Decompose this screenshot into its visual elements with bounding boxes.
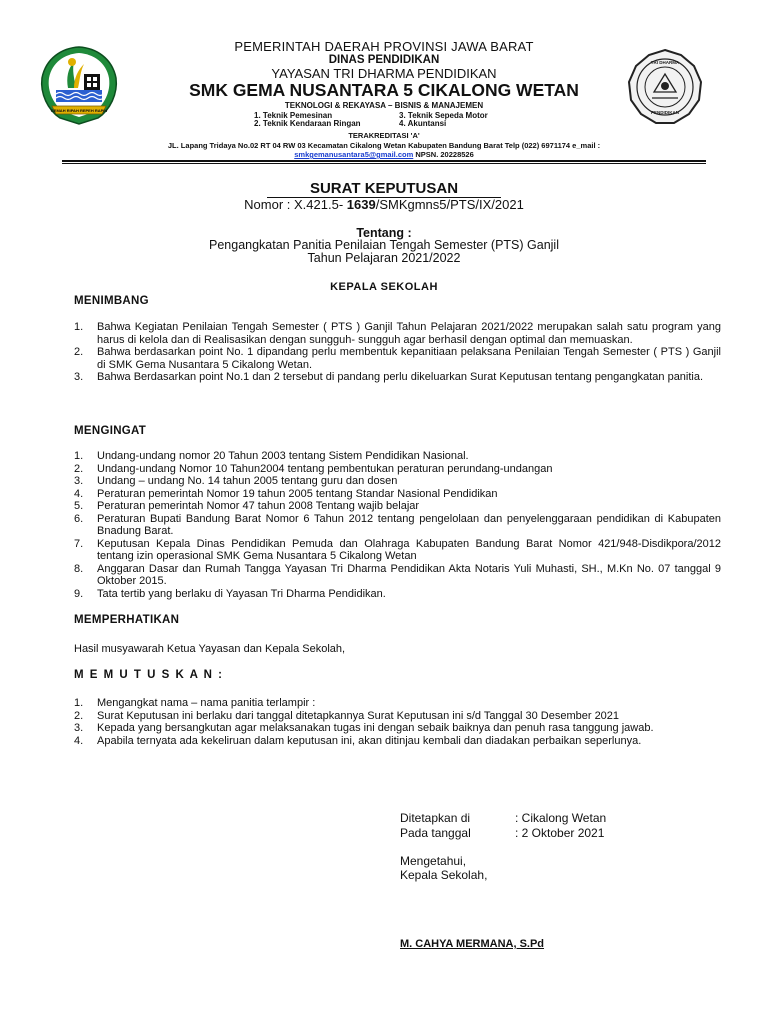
school-name: SMK GEMA NUSANTARA 5 CIKALONG WETAN [189,80,579,100]
list-item: 5. Peraturan pemerintah Nomor 47 tahun 2008 Tentang wajib belajar [74,500,420,512]
list-item: 2. Undang-undang Nomor 10 Tahun2004 tentang pembentukan peraturan perundang-undangan [74,462,553,475]
list-item: 3. Undang – undang No. 14 tahun 2005 tentang guru dan dosen [74,475,398,487]
place-label: Ditetapkan di [400,811,471,825]
list-item: 6. Peraturan Bupati Bandung Barat Nomor 6 Tahun 2012 tentang pengelolaan dan penyelenggaraan pendidikan di Kabupaten Bnadung Barat. [74,512,721,537]
section-heading-menimbang: MENIMBANG [74,295,149,307]
foundation-name: YAYASAN TRI DHARMA PENDIDIKAN [271,66,497,81]
program-item: 2. Teknik Kendaraan Ringan [254,119,361,128]
list-item: 2. Bahwa berdasarkan point No. 1 dipandang perlu membentuk kepanitiaan pelaksana Penilaian Tengah Semester ( PTS ) Ganjil di SMK Gema Nusantara 5 Cikalong Wetan. [74,346,721,371]
list-item: 9. Tata tertib yang berlaku di Yayasan Tri Dharma Pendidikan. [74,587,386,600]
number-bold: 1639 [346,197,376,212]
mengingat-list [74,450,721,600]
email-link[interactable]: smkgemanusantara5@gmail.com [294,150,414,159]
issuer-title: KEPALA SEKOLAH [330,281,438,293]
npsn: NPSN. 20228526 [415,150,474,159]
subject-year: Tahun Pelajaran 2021/2022 [307,251,461,265]
section-heading-mengingat: MENGINGAT [74,425,147,437]
list-item: 1. Undang-undang nomor 20 Tahun 2003 tentang Sistem Pendidikan Nasional. [74,450,469,462]
list-item: 7. Keputusan Kepala Dinas Pendidikan Pemuda dan Olahraga Kabupaten Bandung Barat Nomor 421/948-Disdikpora/2012 tentang izin operasional SMK Gema Nusantara 5 Cikalong Wetan [74,537,721,562]
memutuskan-list [74,697,721,747]
school-address: JL. Lapang Tridaya No.02 RT 04 RW 03 Kecamatan Cikalong Wetan Kabupaten Bandung Barat Telp (022) 6971174 e_mail : [167,141,601,150]
document-number: Nomor : X.421.5- 1639/SMKgmns5/PTS/IX/2021 [244,197,524,212]
svg-text:TRI DHARMA: TRI DHARMA [650,60,680,65]
document-title: SURAT KEPUTUSAN [0,180,768,198]
list-item: 3. Bahwa Berdasarkan point No.1 dan 2 tersebut di pandang perlu dikeluarkan Surat Keputusan tentang pengangkatan panitia. [74,371,704,383]
program-item: 4. Akuntansi [399,119,447,128]
list-item: 4. Apabila ternyata ada kekeliruan dalam keputusan ini, akan ditinjau kembali dan diadakan perbaikan seperlunya. [74,734,642,747]
about-label: Tentang : [356,226,412,240]
list-item: 4. Peraturan pemerintah Nomor 19 tahun 2005 tentang Standar Nasional Pendidikan [74,487,498,500]
acknowledged-label: Mengetahui, [400,854,467,868]
program-item: 1. Teknik Pemesinan [254,111,333,120]
section-heading-memperhatikan: MEMPERHATIKAN [74,614,180,626]
list-item: 8. Anggaran Dasar dan Rumah Tangga Yayasan Tri Dharma Pendidikan Akta Notaris Yuli Muhasti, SH., M.Kn No. 07 tanggal 9 Oktober 2015. [74,562,721,587]
contact-line [0,150,768,159]
svg-text:GEMAH RIPAH REPEH RAPIH: GEMAH RIPAH REPEH RAPIH [50,108,108,113]
government-name: PEMERINTAH DAERAH PROVINSI JAWA BARAT [234,39,534,54]
school-fields: TEKNOLOGI & REKAYASA – BISNIS & MANAJEMEN [284,101,484,110]
list-item: 1. Mengangkat nama – nama panitia terlampir : [74,697,316,709]
accreditation: TERAKREDITASI 'A' [348,131,420,140]
list-item: 2. Surat Keputusan ini berlaku dari tanggal ditetapkannya Surat Keputusan ini s/d Tanggal 30 Desember 2021 [74,709,620,722]
place-value: : Cikalong Wetan [515,811,607,825]
subject-line: Pengangkatan Panitia Penilaian Tengah Semester (PTS) Ganjil [209,238,559,252]
date-value: : 2 Oktober 2021 [515,826,605,840]
program-item: 3. Teknik Sepeda Motor [399,111,488,120]
memperhatikan-text: Hasil musyawarah Ketua Yayasan dan Kepala Sekolah, [74,643,346,655]
section-heading-memutuskan: M E M U T U S K A N : [74,669,224,681]
letterhead-divider-thin [62,163,706,164]
signer-role: Kepala Sekolah, [400,868,488,882]
list-item: 1. Bahwa Kegiatan Penilaian Tengah Semester ( PTS ) Ganjil Tahun Pelajaran 2021/2022 merupakan salah satu program yang harus di kelola dan di Realisasikan dengan sungguh- sungguh agar berhasil dengan optimal dan memuaskan. [74,321,721,346]
signer-name: M. CAHYA MERMANA, S.Pd [400,938,545,950]
department-name: DINAS PENDIDIKAN [328,54,440,66]
list-item: 3. Kepada yang bersangkutan agar melaksanakan tugas ini dengan sebaik baiknya dan penuh rasa tanggung jawab. [74,722,654,734]
svg-text:PENDIDIKAN: PENDIDIKAN [650,110,680,115]
letterhead-divider [62,160,706,162]
menimbang-list [74,321,721,384]
date-label: Pada tanggal [400,826,471,840]
